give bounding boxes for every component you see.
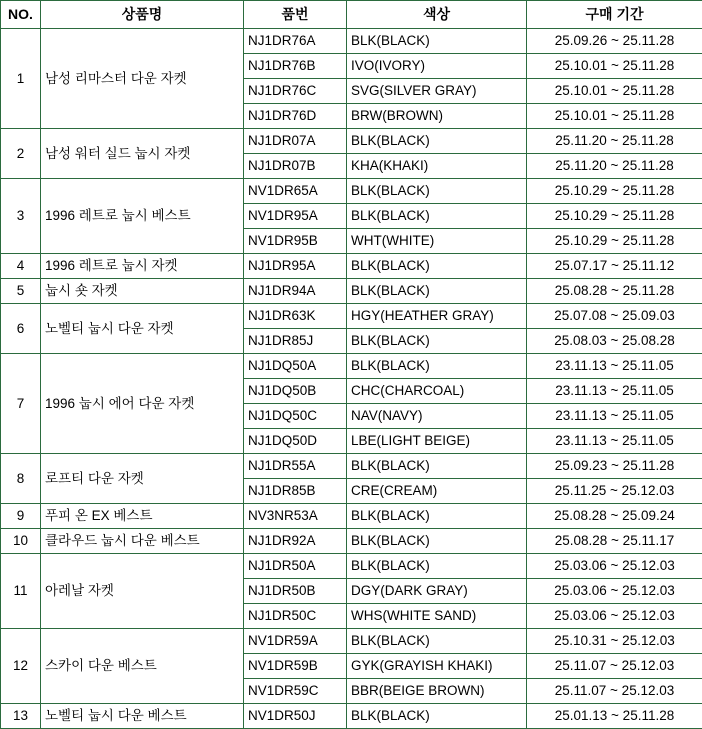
cell-product-code: NJ1DR76A bbox=[244, 29, 347, 54]
cell-product-code: NJ1DQ50B bbox=[244, 379, 347, 404]
cell-purchase-period: 25.08.28 ~ 25.09.24 bbox=[527, 504, 702, 529]
cell-color: NAV(NAVY) bbox=[347, 404, 527, 429]
cell-purchase-period: 25.03.06 ~ 25.12.03 bbox=[527, 554, 702, 579]
cell-color: BLK(BLACK) bbox=[347, 254, 527, 279]
cell-no: 11 bbox=[1, 554, 41, 629]
cell-product-code: NJ1DR76C bbox=[244, 79, 347, 104]
cell-purchase-period: 23.11.13 ~ 25.11.05 bbox=[527, 354, 702, 379]
cell-product-code: NJ1DR07A bbox=[244, 129, 347, 154]
cell-purchase-period: 23.11.13 ~ 25.11.05 bbox=[527, 379, 702, 404]
cell-purchase-period: 25.11.07 ~ 25.12.03 bbox=[527, 654, 702, 679]
cell-color: BLK(BLACK) bbox=[347, 204, 527, 229]
cell-product-code: NJ1DR92A bbox=[244, 529, 347, 554]
cell-product-code: NJ1DQ50C bbox=[244, 404, 347, 429]
cell-color: BLK(BLACK) bbox=[347, 179, 527, 204]
cell-product-name: 남성 워터 실드 눕시 자켓 bbox=[41, 129, 244, 179]
cell-product-code: NV1DR59B bbox=[244, 654, 347, 679]
cell-product-name: 1996 눕시 에어 다운 자켓 bbox=[41, 354, 244, 454]
cell-no: 10 bbox=[1, 529, 41, 554]
cell-purchase-period: 25.07.08 ~ 25.09.03 bbox=[527, 304, 702, 329]
cell-purchase-period: 25.11.07 ~ 25.12.03 bbox=[527, 679, 702, 704]
cell-product-name: 1996 레트로 눕시 베스트 bbox=[41, 179, 244, 254]
cell-product-code: NV1DR95A bbox=[244, 204, 347, 229]
table-row bbox=[1, 129, 702, 154]
cell-product-code: NV1DR59A bbox=[244, 629, 347, 654]
cell-color: BRW(BROWN) bbox=[347, 104, 527, 129]
cell-color: HGY(HEATHER GRAY) bbox=[347, 304, 527, 329]
cell-product-name: 노벨티 눕시 다운 베스트 bbox=[41, 704, 244, 729]
cell-color: BBR(BEIGE BROWN) bbox=[347, 679, 527, 704]
cell-purchase-period: 25.08.03 ~ 25.08.28 bbox=[527, 329, 702, 354]
cell-no: 12 bbox=[1, 629, 41, 704]
cell-product-code: NV1DR50J bbox=[244, 704, 347, 729]
cell-purchase-period: 25.09.23 ~ 25.11.28 bbox=[527, 454, 702, 479]
cell-color: IVO(IVORY) bbox=[347, 54, 527, 79]
cell-color: BLK(BLACK) bbox=[347, 329, 527, 354]
cell-product-code: NJ1DQ50D bbox=[244, 429, 347, 454]
cell-purchase-period: 25.08.28 ~ 25.11.28 bbox=[527, 279, 702, 304]
cell-color: LBE(LIGHT BEIGE) bbox=[347, 429, 527, 454]
cell-color: BLK(BLACK) bbox=[347, 279, 527, 304]
cell-purchase-period: 25.03.06 ~ 25.12.03 bbox=[527, 604, 702, 629]
cell-product-code: NJ1DR85J bbox=[244, 329, 347, 354]
column-header-color: 색상 bbox=[347, 1, 527, 29]
cell-product-code: NJ1DR50A bbox=[244, 554, 347, 579]
cell-no: 7 bbox=[1, 354, 41, 454]
column-header-product-name: 상품명 bbox=[41, 1, 244, 29]
cell-purchase-period: 25.08.28 ~ 25.11.17 bbox=[527, 529, 702, 554]
cell-product-code: NJ1DR85B bbox=[244, 479, 347, 504]
table-row bbox=[1, 504, 702, 529]
cell-no: 2 bbox=[1, 129, 41, 179]
cell-purchase-period: 25.11.20 ~ 25.11.28 bbox=[527, 129, 702, 154]
table-row bbox=[1, 254, 702, 279]
cell-purchase-period: 25.01.13 ~ 25.11.28 bbox=[527, 704, 702, 729]
cell-product-code: NJ1DR95A bbox=[244, 254, 347, 279]
cell-color: BLK(BLACK) bbox=[347, 454, 527, 479]
cell-no: 6 bbox=[1, 304, 41, 354]
cell-product-code: NJ1DR07B bbox=[244, 154, 347, 179]
cell-color: WHT(WHITE) bbox=[347, 229, 527, 254]
cell-product-name: 스카이 다운 베스트 bbox=[41, 629, 244, 704]
table-row bbox=[1, 179, 702, 204]
cell-product-name: 1996 레트로 눕시 자켓 bbox=[41, 254, 244, 279]
cell-purchase-period: 25.10.31 ~ 25.12.03 bbox=[527, 629, 702, 654]
cell-no: 3 bbox=[1, 179, 41, 254]
cell-purchase-period: 23.11.13 ~ 25.11.05 bbox=[527, 404, 702, 429]
cell-purchase-period: 25.10.01 ~ 25.11.28 bbox=[527, 54, 702, 79]
cell-product-code: NJ1DR50C bbox=[244, 604, 347, 629]
cell-purchase-period: 25.10.29 ~ 25.11.28 bbox=[527, 179, 702, 204]
table-row bbox=[1, 29, 702, 54]
table-row bbox=[1, 304, 702, 329]
table-row bbox=[1, 529, 702, 554]
cell-color: BLK(BLACK) bbox=[347, 554, 527, 579]
cell-product-name: 노벨티 눕시 다운 자켓 bbox=[41, 304, 244, 354]
cell-product-code: NJ1DR50B bbox=[244, 579, 347, 604]
cell-purchase-period: 23.11.13 ~ 25.11.05 bbox=[527, 429, 702, 454]
cell-purchase-period: 25.10.01 ~ 25.11.28 bbox=[527, 104, 702, 129]
cell-purchase-period: 25.11.20 ~ 25.11.28 bbox=[527, 154, 702, 179]
table-row bbox=[1, 554, 702, 579]
table-row bbox=[1, 454, 702, 479]
table-header-row bbox=[1, 1, 702, 29]
cell-product-name: 아레날 자켓 bbox=[41, 554, 244, 629]
cell-color: BLK(BLACK) bbox=[347, 129, 527, 154]
cell-color: BLK(BLACK) bbox=[347, 629, 527, 654]
cell-color: CRE(CREAM) bbox=[347, 479, 527, 504]
column-header-product-code: 품번 bbox=[244, 1, 347, 29]
cell-no: 1 bbox=[1, 29, 41, 129]
cell-color: BLK(BLACK) bbox=[347, 529, 527, 554]
cell-product-code: NV1DR59C bbox=[244, 679, 347, 704]
cell-color: BLK(BLACK) bbox=[347, 504, 527, 529]
table-row bbox=[1, 279, 702, 304]
cell-purchase-period: 25.10.29 ~ 25.11.28 bbox=[527, 204, 702, 229]
cell-no: 5 bbox=[1, 279, 41, 304]
column-header-no: NO. bbox=[1, 1, 41, 29]
cell-product-code: NV1DR95B bbox=[244, 229, 347, 254]
cell-purchase-period: 25.10.01 ~ 25.11.28 bbox=[527, 79, 702, 104]
cell-no: 8 bbox=[1, 454, 41, 504]
table-row bbox=[1, 354, 702, 379]
cell-purchase-period: 25.07.17 ~ 25.11.12 bbox=[527, 254, 702, 279]
cell-purchase-period: 25.10.29 ~ 25.11.28 bbox=[527, 229, 702, 254]
cell-product-code: NJ1DR55A bbox=[244, 454, 347, 479]
cell-color: GYK(GRAYISH KHAKI) bbox=[347, 654, 527, 679]
cell-product-code: NJ1DR63K bbox=[244, 304, 347, 329]
cell-no: 13 bbox=[1, 704, 41, 729]
column-header-purchase-period: 구매 기간 bbox=[527, 1, 702, 29]
cell-product-code: NJ1DR94A bbox=[244, 279, 347, 304]
cell-no: 9 bbox=[1, 504, 41, 529]
cell-product-name: 푸피 온 EX 베스트 bbox=[41, 504, 244, 529]
cell-purchase-period: 25.03.06 ~ 25.12.03 bbox=[527, 579, 702, 604]
cell-product-code: NV1DR65A bbox=[244, 179, 347, 204]
cell-product-code: NV3NR53A bbox=[244, 504, 347, 529]
table-row bbox=[1, 629, 702, 654]
cell-product-name: 로프티 다운 자켓 bbox=[41, 454, 244, 504]
cell-product-name: 클라우드 눕시 다운 베스트 bbox=[41, 529, 244, 554]
cell-product-name: 남성 리마스터 다운 자켓 bbox=[41, 29, 244, 129]
cell-color: WHS(WHITE SAND) bbox=[347, 604, 527, 629]
cell-color: DGY(DARK GRAY) bbox=[347, 579, 527, 604]
cell-color: BLK(BLACK) bbox=[347, 704, 527, 729]
cell-product-code: NJ1DR76D bbox=[244, 104, 347, 129]
table-body bbox=[1, 29, 702, 729]
cell-color: CHC(CHARCOAL) bbox=[347, 379, 527, 404]
cell-color: BLK(BLACK) bbox=[347, 354, 527, 379]
cell-product-code: NJ1DQ50A bbox=[244, 354, 347, 379]
cell-product-name: 눕시 숏 자켓 bbox=[41, 279, 244, 304]
table-row bbox=[1, 704, 702, 729]
cell-product-code: NJ1DR76B bbox=[244, 54, 347, 79]
cell-no: 4 bbox=[1, 254, 41, 279]
table-header bbox=[1, 1, 702, 29]
cell-color: KHA(KHAKI) bbox=[347, 154, 527, 179]
cell-color: BLK(BLACK) bbox=[347, 29, 527, 54]
cell-purchase-period: 25.11.25 ~ 25.12.03 bbox=[527, 479, 702, 504]
cell-color: SVG(SILVER GRAY) bbox=[347, 79, 527, 104]
cell-purchase-period: 25.09.26 ~ 25.11.28 bbox=[527, 29, 702, 54]
